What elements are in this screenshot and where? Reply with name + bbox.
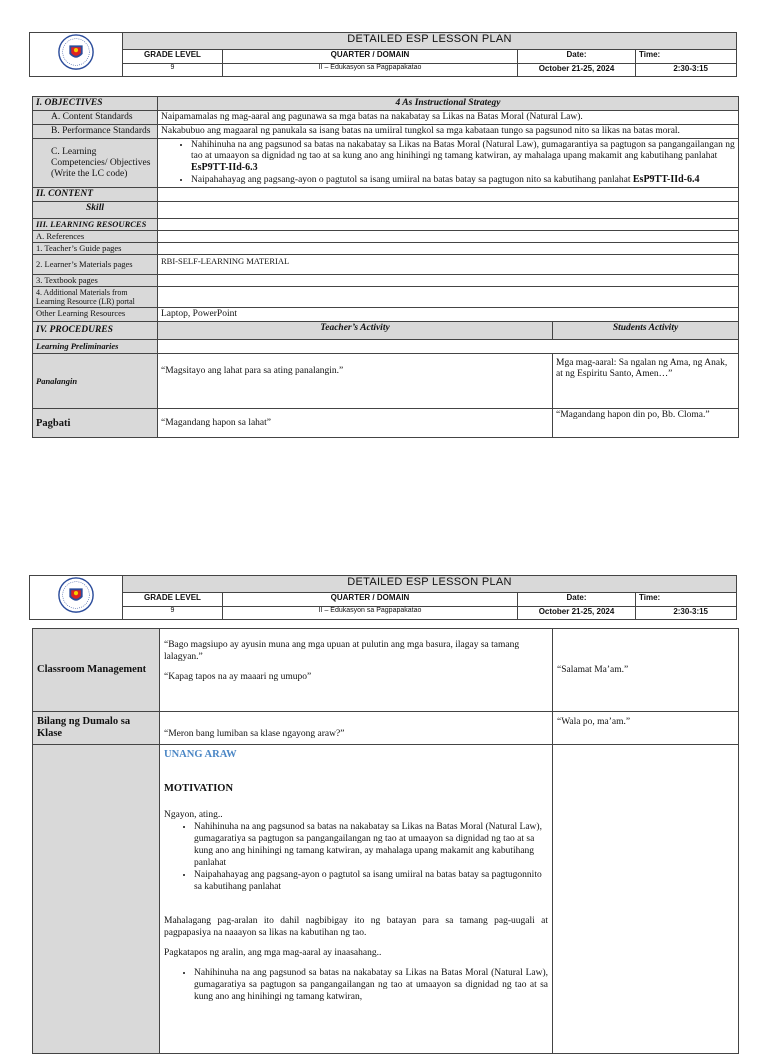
panalangin-label: Panalangin [33,354,158,409]
time-label: Time: [636,593,737,606]
preliminaries-label: Learning Preliminaries [33,340,158,354]
content-heading: II. CONTENT [33,188,158,202]
classroom-management-label: Classroom Management [33,629,160,712]
pagbati-students: “Magandang hapon din po, Bb. Cloma.” [553,409,739,438]
competencies-label: C. Learning Competencies/ Objectives (Write the LC code) [33,139,158,188]
competency-item: • Nahihinuha na ang pagsunod sa batas na nakabatay sa Likas na Batas Moral (Natural Law), gumagarantiya sa pagtugon sa pangangailangan ng tao at umaayon sa dignidad ng tao at sa kung ano ang hinihingi ng tamang katwiran, ay mahalaga upang makamit ang kabutihang panlahat EsP9TT-IId-6.3 [191,140,735,174]
intro-text: Ngayon, ating.. [164,810,223,820]
teachers-guide-label: 1. Teacher’s Guide pages [33,243,158,255]
time-label: Time: [636,50,737,63]
lesson-plan-header [29,575,737,620]
students-activity-heading: Students Activity [553,322,739,340]
objective-bullet: • Nahihinuha na ang pagsunod sa batas na nakabatay sa Likas na Batas Moral (Natural Law), gumagaratiya sa pagtugon sa pangangailangan ng tao at umaayon sa dignidad ng tao at sa kung ano ang hinihingi ng tamang katwiran, ay mahalaga upang makamit ang kabutihang panlahat [194,821,548,869]
attendance-teacher: “Meron bang lumiban sa klase ngayong araw?” [160,712,553,745]
lesson-plan-table [32,96,739,438]
motivation-section [160,745,553,1054]
skill-value [158,202,739,219]
content-value [158,188,739,202]
strategy-heading: 4 As Instructional Strategy [158,97,739,111]
quarter-value: II – Edukasyon sa Pagpapakatao [223,63,518,76]
performance-standards-label: B. Performance Standards [33,125,158,139]
quarter-label: QUARTER / DOMAIN [223,593,518,606]
other-resources-label: Other Learning Resources [33,308,158,322]
panalangin-teacher: “Magsitayo ang lahat para sa ating panalangin.” [158,354,553,409]
skill-label: Skill [33,202,158,219]
learners-materials-value: RBI-SELF-LEARNING MATERIAL [158,255,739,275]
quarter-label: QUARTER / DOMAIN [223,50,518,63]
procedures-heading: IV. PROCEDURES [33,322,158,340]
performance-standards-text: Nakabubuo ang magaaral ng panukala sa isang batas na umiiral tungkol sa mga kabataan tungo sa pagsunod nito sa likas na batas moral. [158,125,739,139]
date-label: Date: [518,50,636,63]
competencies-list [158,139,739,188]
date-value: October 21-25, 2024 [518,63,636,76]
deped-seal-logo [30,33,123,77]
competency-code: EsP9TT-IId-6.3 [191,162,258,173]
grade-level-label: GRADE LEVEL [123,50,223,63]
procedures-table [32,628,739,1054]
seal-icon [57,33,95,71]
pagbati-teacher: “Magandang hapon sa lahat” [158,409,553,438]
grade-level-label: GRADE LEVEL [123,593,223,606]
motivation-heading: MOTIVATION [164,783,234,794]
date-label: Date: [518,593,636,606]
competency-code: EsP9TT-IId-6.4 [632,174,700,185]
lesson-plan-header [29,32,737,77]
seal-icon [57,576,95,614]
learning-resources-heading: III. LEARNING RESOURCES [33,219,158,231]
date-value: October 21-25, 2024 [518,606,636,619]
additional-materials-label: 4. Additional Materials from Learning Resource (LR) portal [33,287,158,308]
expectation-text: Pagkatapos ng aralin, ang mga mag-aaral ay inaasahang.. [164,948,382,958]
teachers-activity-heading: Teacher’s Activity [158,322,553,340]
classroom-instruction: “Bago magsiupo ay ayusin muna ang mga upuan at pulutin ang mga basura, ilagay sa tamang lalagyan.” [164,640,520,662]
objective-bullet: • Naipahahayag ang pagsang-ayon o pagtutol sa isang umiiral na batas batay sa pagtugonnito sa kabutihang panlahat [194,869,548,893]
attendance-students: “Wala po, ma’am.” [553,712,739,745]
panalangin-students: Mga mag-aaral: Sa ngalan ng Ama, ng Anak, at ng Espiritu Santo, Amen…” [553,354,739,409]
pagbati-label: Pagbati [33,409,158,438]
competency-item: • Naipahahayag ang pagsang-ayon o pagtutol sa isang umiiral na batas batay sa pagtugon nito sa kabutihang panlahat EsP9TT-IId-6.4 [191,174,735,186]
quarter-value: II – Edukasyon sa Pagpapakatao [223,606,518,619]
content-standards-text: Naipamamalas ng mag-aaral ang pagunawa sa mga batas na nakabatay sa Likas na Batas Moral (Natural Law). [158,111,739,125]
classroom-students: “Salamat Ma’am.” [553,629,739,712]
lesson-plan-title: DETAILED ESP LESSON PLAN [123,576,737,593]
grade-level-value: 9 [123,63,223,76]
classroom-teacher [160,629,553,712]
objective-bullet: • Nahihinuha na ang pagsunod sa batas na nakabatay sa Likas na Batas Moral (Natural Law), gumagaratiya sa pagtugon sa pangangailangan ng tao at umaayon sa dignidad ng tao at sa kung ano ang hinihingi ng tamang katwiran, [194,967,548,1003]
attendance-label: Bilang ng Dumalo sa Klase [33,712,160,745]
importance-text: Mahalagang pag-aralan ito dahil nagbibigay ito ng batayan para sa tamang pag-uugali at pagpapasiya na naaayon sa likas na kabutihan ng tao. [164,916,548,938]
day-heading: UNANG ARAW [164,749,237,760]
references-label: A. References [33,231,158,243]
other-resources-value: Laptop, PowerPoint [158,308,739,322]
learning-resources-value [158,219,739,231]
lesson-plan-title: DETAILED ESP LESSON PLAN [123,33,737,50]
classroom-instruction: “Kapag tapos na ay maaari ng umupo” [164,672,312,682]
grade-level-value: 9 [123,606,223,619]
content-standards-label: A. Content Standards [33,111,158,125]
time-value: 2:30-3:15 [636,63,737,76]
textbook-label: 3. Textbook pages [33,275,158,287]
learners-materials-label: 2. Learner’s Materials pages [33,255,158,275]
objectives-heading: I. OBJECTIVES [33,97,158,111]
time-value: 2:30-3:15 [636,606,737,619]
deped-seal-logo [30,576,123,620]
